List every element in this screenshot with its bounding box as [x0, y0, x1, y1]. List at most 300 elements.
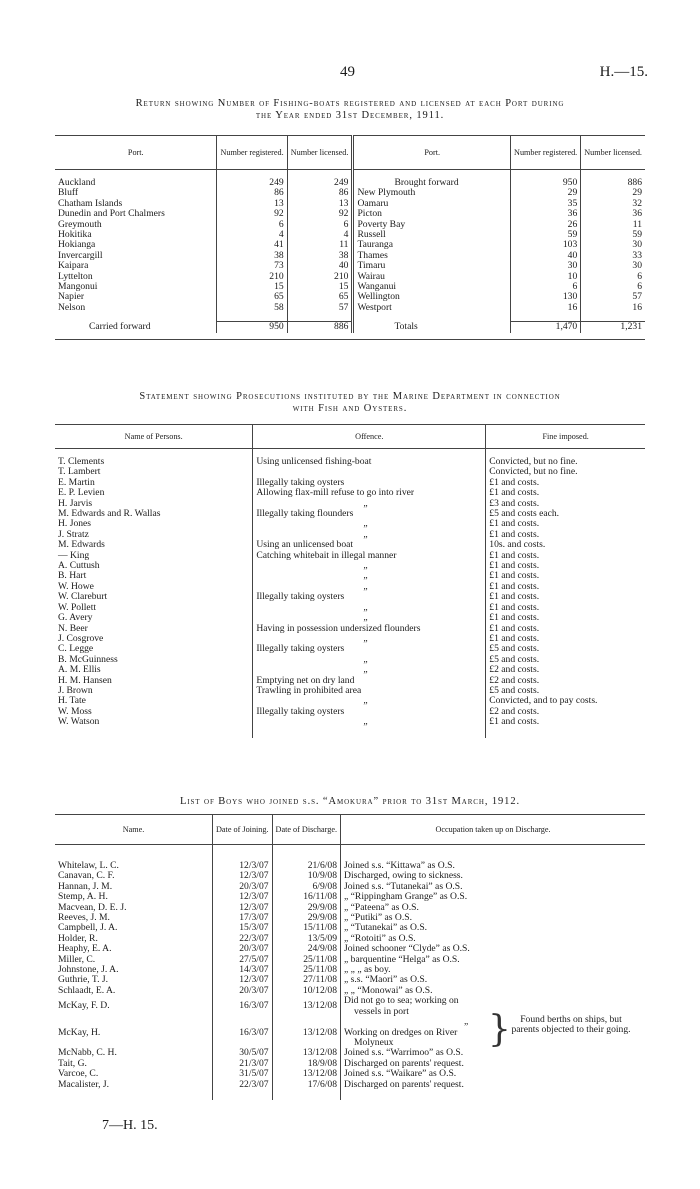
offence: „	[253, 655, 486, 665]
fine-imposed: £5 and costs.	[486, 655, 645, 665]
prosecutions-table	[55, 424, 645, 738]
offence: Using an unlicensed boat	[253, 540, 486, 550]
boy-name: McNabb, C. H.	[58, 1047, 117, 1059]
licensed-count: 86	[287, 188, 353, 198]
licensed-count: 30	[581, 261, 645, 271]
fine-imposed: £3 and costs.	[486, 499, 645, 509]
occupation-line: „ “Putiki” as O.S.	[344, 912, 412, 924]
offence: Illegally taking oysters	[253, 707, 486, 717]
registered-count: 210	[217, 272, 287, 282]
col-header-occupation: Occupation taken up on Discharge.	[341, 815, 645, 845]
date-joining: 22/3/07	[213, 1080, 273, 1090]
date-discharge: 13/12/08	[272, 996, 340, 1017]
boy-name: McKay, H.	[58, 1026, 101, 1038]
registered-count: 16	[511, 303, 581, 313]
carried-forward-registered: 950	[217, 322, 287, 333]
fine-imposed: £1 and costs.	[486, 634, 645, 644]
fine-imposed: £1 and costs.	[486, 488, 645, 498]
port-name: Picton	[353, 209, 511, 219]
port-name: Brought forward	[353, 178, 511, 188]
person-name: H. Jones	[58, 518, 92, 530]
port-name: Wellington	[353, 292, 511, 302]
occupation-line: Joined s.s. “Warrimoo” as O.S.	[344, 1047, 464, 1059]
licensed-count: 11	[581, 220, 645, 230]
date-joining: 12/3/07	[213, 892, 273, 902]
col-header-registered: Number registered.	[217, 136, 287, 170]
col-header-registered-2: Number registered.	[511, 136, 581, 170]
occupation-line: „ s.s. “Maori” as O.S.	[344, 974, 428, 986]
offence: „	[253, 582, 486, 592]
date-discharge: 24/9/08	[272, 944, 340, 954]
person-name: J. Brown	[58, 684, 93, 696]
table-row	[55, 571, 645, 581]
person-name: M. Edwards and R. Wallas	[58, 508, 161, 520]
col-header-port: Port.	[55, 136, 217, 170]
occupation-line: „	[464, 1016, 469, 1028]
boy-name: Johnstone, J. A.	[58, 964, 119, 976]
offence: „	[253, 561, 486, 571]
boys-body	[55, 845, 645, 1101]
port-name: Napier	[58, 291, 85, 303]
fine-imposed: £1 and costs.	[486, 717, 645, 727]
boy-name: Holder, R.	[58, 932, 98, 944]
fine-imposed: £1 and costs.	[486, 571, 645, 581]
port-name: Chatham Islands	[58, 197, 123, 209]
licensed-count: 6	[287, 220, 353, 230]
col-header-licensed-2: Number licensed.	[581, 136, 645, 170]
port-name: Auckland	[58, 177, 96, 188]
fine-imposed: £1 and costs.	[486, 582, 645, 592]
registered-count: 13	[217, 199, 287, 209]
page-footer: 7—H. 15.	[102, 1118, 158, 1133]
table-row	[55, 624, 645, 634]
offence: „	[253, 499, 486, 509]
date-joining: 16/3/07	[213, 1017, 273, 1048]
person-name: C. Legge	[58, 643, 94, 655]
offence: Using unlicensed fishing-boat	[253, 457, 486, 467]
licensed-count: 57	[287, 303, 353, 313]
registered-count: 6	[511, 282, 581, 292]
fine-imposed: £1 and costs.	[486, 613, 645, 623]
date-discharge: 15/11/08	[272, 923, 340, 933]
licensed-count: 36	[581, 209, 645, 219]
person-name: T. Lambert	[58, 466, 101, 478]
registered-count: 59	[511, 230, 581, 240]
table-row	[55, 603, 645, 613]
person-name: N. Beer	[58, 622, 88, 634]
occupation	[341, 1080, 645, 1090]
totals-row	[55, 322, 645, 333]
date-joining: 12/3/07	[213, 975, 273, 985]
port-name: Tauranga	[353, 240, 511, 250]
table-row	[55, 240, 645, 250]
col-header-offence: Offence.	[253, 425, 486, 449]
col-header-boy-name: Name.	[55, 815, 213, 845]
table-row	[55, 282, 645, 292]
licensed-count: 15	[287, 282, 353, 292]
licensed-count: 249	[287, 178, 353, 188]
table-row	[55, 261, 645, 271]
licensed-count: 16	[581, 303, 645, 313]
date-discharge: 25/11/08	[272, 955, 340, 965]
table-row	[55, 467, 645, 477]
registered-count: 15	[217, 282, 287, 292]
offence: Illegally taking flounders	[253, 509, 486, 519]
person-name: J. Cosgrove	[58, 632, 104, 644]
date-discharge: 29/9/08	[272, 903, 340, 913]
boy-name: Schlaadt, E. A.	[58, 984, 116, 996]
occupation-line: „ “Tutanekai” as O.S.	[344, 922, 428, 934]
table-row	[55, 613, 645, 623]
port-name: Hokianga	[58, 239, 96, 251]
person-name: H. Tate	[58, 695, 86, 707]
port-name: Nelson	[58, 301, 86, 313]
registered-count: 40	[511, 251, 581, 261]
table-row	[55, 592, 645, 602]
port-name: Greymouth	[58, 218, 102, 230]
licensed-count: 29	[581, 188, 645, 198]
port-name: Thames	[353, 251, 511, 261]
table-row	[55, 509, 645, 519]
occupation-line: Molyneux	[354, 1036, 394, 1048]
fine-imposed: £1 and costs.	[486, 561, 645, 571]
date-joining: 15/3/07	[213, 923, 273, 933]
col-header-licensed: Number licensed.	[287, 136, 353, 170]
totals-licensed: 1,231	[581, 322, 645, 333]
boy-name: Whitelaw, L. C.	[58, 860, 119, 871]
registered-count: 73	[217, 261, 287, 271]
table-row	[55, 303, 645, 313]
fine-imposed: £5 and costs each.	[486, 509, 645, 519]
occupation-line: „ “Pateena” as O.S.	[344, 901, 419, 913]
port-name: Wairau	[353, 272, 511, 282]
boy-name: Hannan, J. M.	[58, 880, 113, 892]
occupation-line: Did not go to sea; working on	[344, 995, 459, 1007]
boy-name: Stemp, A. H.	[58, 891, 108, 903]
registered-count: 38	[217, 251, 287, 261]
boy-name: McKay, F. D.	[58, 1000, 110, 1012]
boy-name: Macvean, D. E. J.	[58, 901, 127, 913]
occupation-line: Joined s.s. “Waikare” as O.S.	[344, 1068, 457, 1080]
date-joining: 31/5/07	[213, 1069, 273, 1079]
registered-count: 249	[217, 178, 287, 188]
date-joining: 22/3/07	[213, 934, 273, 944]
table-row	[55, 655, 645, 665]
table-row	[55, 488, 645, 498]
registered-count: 36	[511, 209, 581, 219]
boys-list-title: List of Boys who joined s.s. “Amokura” prior to 31st March, 1912.	[179, 796, 521, 807]
boy-name: Guthrie, T. J.	[58, 974, 109, 986]
table-row	[55, 717, 645, 727]
licensed-count: 30	[581, 240, 645, 250]
date-discharge: 13/5/09	[272, 934, 340, 944]
prosecutions-title: Statement showing Prosecutions instituted by the Marine Department in connection with Fish and Oysters.	[139, 391, 561, 414]
date-joining: 20/3/07	[213, 882, 273, 892]
date-joining: 12/3/07	[213, 871, 273, 881]
person-name: H. M. Hansen	[58, 674, 112, 686]
date-discharge: 13/12/08	[272, 1048, 340, 1058]
date-discharge: 25/11/08	[272, 965, 340, 975]
table-row	[55, 251, 645, 261]
table-row	[55, 644, 645, 654]
port-name: Lyttelton	[58, 270, 93, 282]
licensed-count: 4	[287, 230, 353, 240]
offence: „	[253, 519, 486, 529]
occupation-line: Discharged, owing to sickness.	[344, 870, 463, 882]
offence: Illegally taking oysters	[253, 478, 486, 488]
fine-imposed: £5 and costs.	[486, 644, 645, 654]
person-name: M. Edwards	[58, 539, 105, 551]
date-discharge: 13/12/08	[272, 1069, 340, 1079]
boy-name: Varcoe, C.	[58, 1068, 99, 1080]
port-name: Wanganui	[353, 282, 511, 292]
offence: „	[253, 571, 486, 581]
registered-count: 92	[217, 209, 287, 219]
date-discharge: 6/9/08	[272, 882, 340, 892]
person-name: — King	[58, 549, 90, 561]
port-name: Invercargill	[58, 249, 103, 261]
offence: Allowing flax-mill refuse to go into river	[253, 488, 486, 498]
date-joining: 12/3/07	[213, 903, 273, 913]
fine-imposed: Convicted, and to pay costs.	[486, 696, 645, 706]
occupation-line: Joined schooner “Clyde” as O.S.	[344, 943, 470, 955]
person-name: E. P. Levien	[58, 487, 105, 499]
offence: Illegally taking oysters	[253, 592, 486, 602]
licensed-count: 6	[581, 282, 645, 292]
occupation-line: Working on dredges on River	[344, 1026, 458, 1038]
date-discharge: 16/11/08	[272, 892, 340, 902]
person-name: W. Watson	[58, 716, 100, 728]
port-name: Poverty Bay	[353, 220, 511, 230]
boy-name: Tait, G.	[58, 1057, 87, 1069]
fishing-boats-body	[55, 170, 645, 340]
registered-count: 950	[511, 178, 581, 188]
offence: Having in possession undersized flounders	[253, 624, 486, 634]
boy-name: Macalister, J.	[58, 1078, 110, 1090]
table-row	[55, 634, 645, 644]
occupation-line: Joined s.s. “Kittawa” as O.S.	[344, 860, 455, 871]
carried-forward-licensed: 886	[287, 322, 353, 333]
offence: „	[253, 665, 486, 675]
fine-imposed: £1 and costs.	[486, 519, 645, 529]
date-discharge: 10/12/08	[272, 986, 340, 996]
offence: „	[253, 717, 486, 727]
port-name: Westport	[353, 303, 511, 313]
date-discharge: 29/9/08	[272, 913, 340, 923]
licensed-count: 210	[287, 272, 353, 282]
port-name: Oamaru	[353, 199, 511, 209]
registered-count: 41	[217, 240, 287, 250]
person-name: T. Clements	[58, 456, 105, 467]
boy-name: Canavan, C. F.	[58, 870, 115, 882]
col-header-date-joining: Date of Joining.	[213, 815, 273, 845]
person-name: A. M. Ellis	[58, 664, 101, 676]
port-name: Mangonui	[58, 281, 98, 293]
table-row	[55, 188, 645, 198]
registered-count: 4	[217, 230, 287, 240]
table-row	[55, 272, 645, 282]
fine-imposed: Convicted, but no fine.	[486, 457, 645, 467]
table-row	[55, 551, 645, 561]
offence: „	[253, 696, 486, 706]
carried-forward-label: Carried forward	[89, 320, 151, 332]
offence: „	[253, 634, 486, 644]
licensed-count: 32	[581, 199, 645, 209]
date-joining: 30/5/07	[213, 1048, 273, 1058]
port-name: New Plymouth	[353, 188, 511, 198]
boy-name: Reeves, J. M.	[58, 912, 110, 924]
page-header	[0, 64, 700, 84]
offence: Emptying net on dry land	[253, 676, 486, 686]
fishing-return-title: Return showing Number of Fishing-boats registered and licensed at each Port during the Year ended 31st December, 1911.	[135, 98, 565, 121]
person-name: W. Howe	[58, 580, 94, 592]
fine-imposed: 10s. and costs.	[486, 540, 645, 550]
date-joining: 17/3/07	[213, 913, 273, 923]
licensed-count: 59	[581, 230, 645, 240]
occupation	[341, 1069, 645, 1079]
port-name: Timaru	[353, 261, 511, 271]
offence: Illegally taking oysters	[253, 644, 486, 654]
totals-label: Totals	[353, 322, 511, 333]
table-row	[55, 209, 645, 219]
occupation-line: Discharged on parents' request.	[344, 1078, 464, 1090]
port-name: Russell	[353, 230, 511, 240]
registered-count: 30	[511, 261, 581, 271]
fine-imposed: £1 and costs.	[486, 592, 645, 602]
fine-imposed: £2 and costs.	[486, 676, 645, 686]
date-joining: 27/5/07	[213, 955, 273, 965]
fine-imposed: Convicted, but no fine.	[486, 467, 645, 477]
person-name: G. Avery	[58, 612, 93, 624]
fine-imposed: £5 and costs.	[486, 686, 645, 696]
registered-count: 35	[511, 199, 581, 209]
date-discharge: 10/9/08	[272, 871, 340, 881]
fishing-boats-table	[55, 135, 645, 340]
table-row	[55, 1080, 645, 1090]
side-note: Found berths on ships, but parents objected to their going.	[511, 1014, 631, 1036]
table-row	[55, 582, 645, 592]
occupation-line: „ “Rotoiti” as O.S.	[344, 932, 416, 944]
boy-name: Heaphy, E. A.	[58, 943, 112, 955]
brace-glyph: }	[488, 1009, 511, 1050]
table-row	[55, 696, 645, 706]
totals-registered: 1,470	[511, 322, 581, 333]
person-name: W. Pollett	[58, 601, 97, 613]
date-joining: 12/3/07	[213, 861, 273, 871]
person-name: H. Jarvis	[58, 497, 93, 509]
port-name: Dunedin and Port Chalmers	[58, 208, 165, 220]
port-name: Bluff	[58, 187, 79, 199]
licensed-count: 38	[287, 251, 353, 261]
occupation-line: Discharged on parents' request.	[344, 1057, 464, 1069]
registered-count: 6	[217, 220, 287, 230]
registered-count: 26	[511, 220, 581, 230]
person-name: A. Cuttush	[58, 560, 100, 572]
col-header-port-2: Port.	[353, 136, 511, 170]
occupation-line: „ barquentine “Helga” as O.S.	[344, 953, 460, 965]
occupation-line: Joined s.s. “Tutanekai” as O.S.	[344, 880, 463, 892]
licensed-count: 13	[287, 199, 353, 209]
table-row	[55, 230, 645, 240]
port-name: Hokitika	[58, 229, 92, 241]
col-header-fine: Fine imposed.	[486, 425, 645, 449]
fine-imposed: £2 and costs.	[486, 665, 645, 675]
port-name: Kaipara	[58, 260, 89, 272]
date-joining: 20/3/07	[213, 944, 273, 954]
registered-count: 86	[217, 188, 287, 198]
licensed-count: 40	[287, 261, 353, 271]
boy-name: Miller, C.	[58, 953, 96, 965]
table-row	[55, 519, 645, 529]
occupation-line: „ „ „ as boy.	[344, 964, 391, 976]
offence: „	[253, 530, 486, 540]
offence: Trawling in prohibited area	[253, 686, 486, 696]
licensed-count: 6	[581, 272, 645, 282]
date-joining: 16/3/07	[213, 996, 273, 1017]
person-name: W. Moss	[58, 705, 92, 717]
table-row	[55, 292, 645, 302]
table-row	[55, 178, 645, 188]
fine-imposed: £2 and costs.	[486, 707, 645, 717]
col-header-name: Name of Persons.	[55, 425, 253, 449]
table-row	[55, 561, 645, 571]
boy-name: Campbell, J. A.	[58, 922, 118, 934]
registered-count: 10	[511, 272, 581, 282]
registered-count: 29	[511, 188, 581, 198]
date-discharge: 17/6/08	[272, 1080, 340, 1090]
table-row	[55, 220, 645, 230]
date-discharge: 13/12/08	[272, 1017, 340, 1048]
person-name: B. Hart	[58, 570, 87, 582]
offence: Catching whitebait in illegal manner	[253, 551, 486, 561]
boys-table	[55, 814, 645, 1100]
fine-imposed: £1 and costs.	[486, 530, 645, 540]
fine-imposed: £1 and costs.	[486, 551, 645, 561]
table-row	[55, 707, 645, 717]
person-name: W. Clareburt	[58, 591, 108, 603]
licensed-count: 886	[581, 178, 645, 188]
occupation-line: „ “Rippingham Grange” as O.S.	[344, 891, 468, 903]
date-discharge: 18/9/08	[272, 1059, 340, 1069]
date-joining: 21/3/07	[213, 1059, 273, 1069]
document-reference: H.—15.	[599, 64, 648, 80]
person-name: E. Martin	[58, 476, 95, 488]
fine-imposed: £1 and costs.	[486, 624, 645, 634]
date-joining: 20/3/07	[213, 986, 273, 996]
licensed-count: 33	[581, 251, 645, 261]
person-name: B. McGuinness	[58, 653, 118, 665]
table-row	[55, 1069, 645, 1079]
fine-imposed: £1 and costs.	[486, 478, 645, 488]
registered-count: 58	[217, 303, 287, 313]
offence: „	[253, 603, 486, 613]
col-header-date-discharge: Date of Discharge.	[272, 815, 340, 845]
date-joining: 14/3/07	[213, 965, 273, 975]
licensed-count: 11	[287, 240, 353, 250]
date-discharge: 21/6/08	[272, 861, 340, 871]
date-discharge: 27/11/08	[272, 975, 340, 985]
registered-count: 65	[217, 292, 287, 302]
page-number: 49	[340, 64, 355, 80]
licensed-count: 65	[287, 292, 353, 302]
table-row	[55, 665, 645, 675]
registered-count: 130	[511, 292, 581, 302]
prosecutions-body	[55, 449, 645, 738]
fine-imposed: £1 and costs.	[486, 603, 645, 613]
occupation-line: „ „ “Monowai” as O.S.	[344, 984, 433, 996]
registered-count: 103	[511, 240, 581, 250]
licensed-count: 92	[287, 209, 353, 219]
